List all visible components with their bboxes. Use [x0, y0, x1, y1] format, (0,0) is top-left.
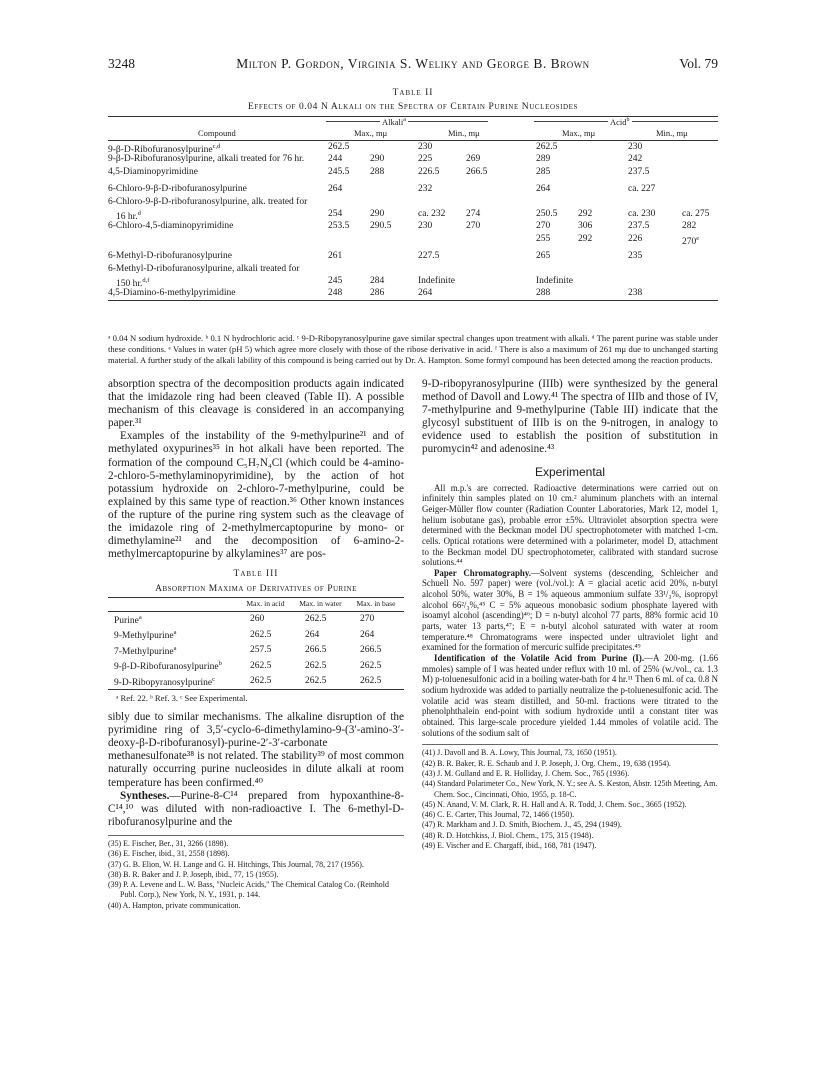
table2-cell: 225: [418, 154, 433, 165]
col-alkali-min: Min., mμ: [448, 128, 480, 138]
table2: [108, 116, 718, 301]
table2-cell: 285: [536, 166, 551, 177]
table2-row: [108, 208, 718, 223]
col-acid-min: Min., mμ: [656, 128, 688, 138]
table2-compound-note: c,d: [212, 143, 221, 150]
table3-caption: Absorption Maxima of Derivatives of Purine: [155, 584, 357, 595]
table2-cell: 255: [536, 233, 551, 244]
table2-cell: ca. 232: [418, 208, 446, 219]
table2-cell: 226.5: [418, 166, 440, 177]
paragraph: [422, 653, 718, 738]
reference-entry: (41) J. Davoll and B. A. Lowy, This Journal, 73, 1650 (1951).: [422, 748, 617, 758]
experimental-heading: Experimental: [534, 464, 606, 479]
volume-label: Vol. 79: [679, 56, 718, 71]
table3-cell: 266.5: [305, 645, 327, 656]
reference-entry: (49) E. Vischer and E. Chargaff, ibid., 168, 781 (1947).: [422, 840, 597, 850]
table2-compound: 6-Chloro-9-β-D-ribofuranosylpurine: [108, 184, 247, 195]
table2-cell: 232: [418, 184, 433, 195]
table3-cell: 257.5: [250, 645, 272, 656]
reference-entry: (43) J. M. Gulland and E. R. Holliday, J. Chem. Soc., 765 (1936).: [422, 768, 630, 778]
table2-title: Table II: [392, 88, 434, 98]
reference-entry: (44) Standard Polarimeter Co., New York, N. Y.; see A. S. Keston, Abstr. 125th Meeting, Am. Chem. Soc., Cincinnati, Ohio, 1955, p. 18-C.: [422, 779, 718, 799]
table2-cell: 237.5: [628, 166, 650, 177]
table2-cell: 242: [628, 154, 643, 165]
table3-cell: 262.5: [305, 614, 327, 625]
table3-compound-note: b: [218, 660, 222, 668]
table3-footnotes: ᵃ Ref. 22. ᵇ Ref. 3. ᶜ See Experimental.: [116, 693, 248, 704]
table3-col-base: Max. in base: [348, 598, 404, 612]
right-column: [422, 378, 718, 851]
table2-cell: 248: [328, 288, 343, 299]
table2-cell: 245.5: [328, 166, 350, 177]
table3-compound-cell: [108, 658, 238, 673]
table3-title: Table III: [233, 569, 279, 580]
table3-compound: Purine: [114, 615, 139, 626]
table2-compound: 6-Chloro-4,5-diaminopyrimidine: [108, 221, 234, 232]
table2-cell: 262.5: [328, 142, 350, 152]
table2-cell: 270e: [682, 234, 700, 247]
table2-row: [108, 250, 718, 262]
table2-cell: 270: [536, 221, 551, 232]
table3-compound-note: c: [212, 675, 216, 683]
table2-cell: Indefinite: [418, 275, 455, 286]
table3-cell: 262.5: [348, 674, 404, 690]
table3-cell: 260: [250, 614, 265, 625]
table3-compound-cell: [108, 627, 238, 642]
table2-compound: 6-Chloro-9-β-D-ribofuranosylpurine, alk. treated for: [108, 196, 308, 207]
table3-col-empty: [108, 598, 238, 612]
paragraph: absorption spectra of the decomposition products again indicated that the imidazole ring had been cleaved (Table II). A possible mechanism of this cleavage is considered in an accompanying paper.³¹: [108, 378, 404, 430]
table3-cell: 262.5: [250, 629, 272, 640]
table3-row: [108, 627, 404, 642]
table2-cell: 264: [536, 184, 551, 195]
table3-col-acid: Max. in acid: [238, 598, 293, 612]
col-compound: Compound: [198, 128, 236, 138]
table2-compound-note: d,f: [142, 276, 150, 284]
table3: [108, 597, 404, 690]
table2-cell: 226: [628, 233, 643, 244]
table2-compound: 9-β-D-Ribofuranosylpurine, alkali treated for 76 hr.: [108, 154, 305, 165]
right-references: [422, 744, 718, 851]
paragraph: 9-D-ribopyranosylpurine (IIIb) were synthesized by the general method of Davoll and Lowy.⁴¹ The spectra of IIIb and those of IV, 7-methylpurine and 9-methylpurine (Table III) indicate that the glycosyl substituent of IIIb is on the 9-nitrogen, in analogy to evidence used to establish the position of substitution in puromycin⁴² and adenosine.⁴³: [422, 378, 718, 456]
reference-entry: (47) R. Markham and J. D. Smith, Biochem. J., 45, 294 (1949).: [422, 820, 622, 830]
table2-cell: 290: [370, 154, 385, 165]
paragraph: Examples of the instability of the 9-methylpurine²¹ and of methylated oxypurines³⁵ in hot alkali have been reported. The formation of the compound C₅H₇N₄Cl (which could be 4-amino-2-chloro-5-methylaminopyrimidine), by the action of hot potassium hydroxide on 2-chloro-7-methylpurine, could be explained by this same type of reaction.³⁶ Other known instances of the rupture of the purine ring system such as the cleavage of the imidazole ring of 2-methylmercaptopurine by mono- or dimethylamine²¹ and the decomposition of 6-amino-2-methylmercaptopurine by alkylamines³⁷ are pos-: [108, 430, 404, 561]
reference-entry: (46) C. E. Carter, This Journal, 72, 1466 (1950).: [422, 810, 575, 820]
table2-cell: 250.5: [536, 208, 558, 219]
table3-cell: 262.5: [360, 660, 382, 671]
table2-cell: 290.5: [370, 221, 392, 232]
running-header: [108, 56, 718, 74]
table2-cell: 261: [328, 251, 343, 262]
table2-compound: 16 hr.$^d$: [116, 209, 141, 223]
table2-cell: 244: [328, 154, 343, 165]
table2-compound: 6-Methyl-D-ribofuranosylpurine: [108, 251, 232, 262]
table3-header-row: [108, 598, 404, 612]
reference-entry: (38) B. R. Baker and J. P. Joseph, ibid., 77, 15 (1955).: [108, 869, 279, 879]
table3-col-water: Max. in water: [293, 598, 348, 612]
table2-cell: 274: [466, 208, 481, 219]
reference-entry: (48) R. D. Hotchkiss, J. Biol. Chem., 175, 315 (1948).: [422, 830, 594, 840]
table3-compound-cell: [108, 674, 238, 690]
table2-cell: 289: [536, 154, 551, 165]
table3-compound: 7-Methylpurine: [114, 646, 174, 657]
paragraph: All m.p.'s are corrected. Radioactive determinations were carried out on infinitely thin samples plated on 10 cm.² aluminum planchets with an internal Geiger-Müller flow counter (Radiation Counter Laboratories, Mark 12, model 1, helium isobutane gas), probable error ±5%. Ultraviolet absorption spectra were determined with the Beckman model DU spectrophotometer with matched 1-cm. cells. Optical rotations were determined with a polarimeter, model D, attachment to the Beckman model DU spectrophotometer, calibrated with standard sucrose solutions.⁴⁴: [422, 482, 718, 568]
table2-row: [108, 196, 718, 208]
paragraph-text: —Purine-8-C¹⁴ prepared from hypoxanthine-8-C¹⁴,¹⁰ was diluted with non-radioactive I. The 6-methyl-D-ribofuranosylpurine and the: [108, 789, 404, 828]
table2-row: [108, 233, 718, 245]
reference-entry: (37) G. B. Elion, W. H. Lange and G. H. Hitchings, This Journal, 78, 217 (1956).: [108, 859, 364, 869]
table3-row: [108, 611, 404, 627]
table3-compound-cell: [108, 643, 238, 658]
running-authors: Milton P. Gordon, Virginia S. Weliky and George B. Brown: [236, 56, 590, 71]
table2-cell: 306: [578, 221, 593, 232]
table3-compound: 9-β-D-Ribofuranosylpurine: [114, 662, 219, 673]
table2-cell: 269: [466, 154, 481, 165]
table2-body: [108, 141, 718, 300]
table3-compound-note: a: [173, 644, 177, 652]
table2-cell: ca. 230: [628, 208, 656, 219]
table2-row: [108, 183, 718, 195]
table2-row: [108, 263, 718, 275]
table2-cell: 230: [418, 142, 433, 152]
table3-row: [108, 643, 404, 658]
table3-cell: 266.5: [360, 645, 382, 656]
table2-caption: Effects of 0.04 N Alkali on the Spectra of Certain Purine Nucleosides: [247, 102, 579, 112]
reference-entry: (36) E. Fischer, ibid., 31, 2558 (1898).: [108, 849, 230, 859]
table2-cell: 262.5: [536, 142, 558, 152]
reference-entry: (42) B. R. Baker, R. E. Schaub and J. P. Joseph, J. Org. Chem., 19, 638 (1954).: [422, 758, 671, 768]
table3-compound-cell: [108, 611, 238, 627]
paragraph-text: —A 200-mg. (1.66 mmoles) sample of I was heated under reflux with 10 ml. of 25% (w./vol., ca. 1.3 M) p-toluenesulfonic acid in a boiling water-bath for 4 hr.¹¹ Then 6 ml. of ca. 0.8 N sodium hydroxide was added to partially neutralize the p-toluenesulfonic acid. The volatile acid was steam distilled, and 50-ml. fractions were titrated to the phenolphthalein end-point with sodium hydroxide until a constant titer was obtained. This large-scale procedure yielded 1.44 mmoles of volatile acid. The solutions of the sodium salt of: [422, 653, 719, 738]
table3-cell: 264: [305, 629, 320, 640]
group-alkali-mark: a: [403, 117, 406, 124]
table2-compound: 4,5-Diaminopyrimidine: [108, 166, 198, 177]
table2-group-header: [108, 117, 718, 128]
table2-compound-note: d: [137, 209, 141, 217]
reference-entry: (35) E. Fischer, Ber., 31, 3266 (1898).: [108, 838, 229, 848]
table2-row: [108, 141, 718, 156]
table3-cell: 262.5: [238, 674, 293, 690]
table2-cell: 266.5: [466, 166, 488, 177]
group-acid-mark: b: [626, 117, 630, 124]
reference-entry: (45) N. Anand, V. M. Clark, R. H. Hall and A. R. Todd, J. Chem. Soc., 3665 (1952).: [422, 799, 687, 809]
table2-row: [108, 287, 718, 299]
table2-cell: 254: [328, 208, 343, 219]
table3-cell: 270: [360, 614, 375, 625]
table2-cell: 227.5: [418, 251, 440, 262]
paragraph-text: —Solvent systems (descending, Schleicher and Schuell No. 597 paper) were (vol./vol.): A = glacial acetic acid 20%, n-butyl alcohol 50%, water 30%, B = 1% aqueous ammonium sulfate 33¹/₃%, isopropyl alcohol 66²/₃%,⁴⁵ C = 5% aqueous monobasic sodium phosphate layered with isoamyl alcohol (ascending)⁴⁶; D = n-butyl alcohol 77 parts, 88% formic acid 10 parts, water 13 parts,⁴⁷; E = n-butyl alcohol saturated with water at room temperature.⁴⁸ Chromatograms were inspected under ultraviolet light and examined for the formation of mercuric sulfide precipitates.⁴⁹: [422, 567, 718, 653]
col-alkali-max: Max., mμ: [354, 128, 388, 138]
left-references: [108, 835, 404, 911]
paragraph: sibly due to similar mechanisms. The alkaline disruption of the pyrimidine ring of 3,5′-cyclo-6-dimethylamino-9-(3′-amino-3′-deoxy-β-D-ribofuranosyl)-purine-2′-3′-carbonate methanesulfonate³⁸ is not related. The stability³⁹ of most common naturally occurring purine nucleosides in dilute alkali at room temperature has been confirmed.⁴⁰: [108, 711, 404, 789]
col-acid-max: Max., mμ: [562, 128, 596, 138]
table3-compound: 9-Methylpurine: [114, 631, 174, 642]
table3-cell: 262.5: [305, 660, 327, 671]
group-alkali: Alkali: [382, 117, 404, 127]
table2-footnotes: ᵃ 0.04 N sodium hydroxide. ᵇ 0.1 N hydrochloric acid. ᶜ 9-D-Ribopyranosylpurine gave similar spectral changes upon treatment with alkali. ᵈ The parent purine was stable under these conditions. ᵉ Values in water (pH 5) which agree more closely with those of the ribose derivative in acid. ᶠ There is also a maximum of 261 mμ due to unchanged starting material. A further study of the alkali lability of this compound is being carried out by Dr. A. Hampton. Some formyl compound has been detected among the reaction products.: [108, 333, 718, 365]
table2-cell: 253.5: [328, 221, 350, 232]
table2-cell-note: e: [696, 234, 700, 242]
table2-cell: 270: [466, 221, 481, 232]
table3-compound-note: a: [173, 629, 177, 637]
reference-entry: (39) P. A. Levene and L. W. Bass, "Nucleic Acids," The Chemical Catalog Co. (Reinhold Publ. Corp.), New York, N. Y., 1931, p. 144.: [108, 880, 389, 900]
table2-compound: 150 hr.$^{d,f}$: [116, 276, 150, 290]
table2-cell: Indefinite: [536, 275, 573, 286]
table2-cell: 292: [578, 233, 593, 244]
table3-row: [108, 674, 404, 690]
table3-row: [108, 658, 404, 673]
table2-cell: 282: [682, 221, 697, 232]
table2-compound: 9-β-D-Ribofuranosylpurine$^{c,d}$: [108, 143, 221, 156]
table2-cell: 245: [328, 275, 343, 286]
run-in-heading: Paper Chromatography.: [434, 567, 532, 578]
page-number: 3248: [108, 56, 135, 71]
group-acid: Acid: [610, 117, 627, 127]
left-column: [108, 378, 404, 911]
table2-cell: 238: [628, 288, 643, 299]
table2-cell: 230: [418, 221, 433, 232]
table2-row: [108, 166, 718, 178]
table2-cell: 265: [536, 251, 551, 262]
section-run-in-heading: Syntheses.: [120, 789, 170, 802]
table3-body: [108, 611, 404, 689]
table2-row: [108, 275, 718, 290]
table2-cell: 264: [418, 288, 433, 299]
table3-compound-note: a: [138, 613, 142, 621]
table2-cell: 264: [328, 184, 343, 195]
table3-cell: 262.5: [293, 674, 348, 690]
table2-cell: ca. 227: [628, 184, 656, 195]
table2-cell: 235: [628, 251, 643, 262]
table2-row: [108, 220, 718, 232]
table2-cell: 288: [536, 288, 551, 299]
table2-compound: 4,5-Diamino-6-methylpyrimidine: [108, 288, 236, 299]
table3-cell: 264: [360, 629, 375, 640]
table2-cell: 284: [370, 275, 385, 286]
table2-cell: 290: [370, 208, 385, 219]
table2-cell: ca. 275: [682, 208, 710, 219]
table2-cell: 286: [370, 288, 385, 299]
paragraph: [108, 790, 404, 829]
table2-bottom-rule: [108, 300, 718, 301]
table2-column-header: [108, 128, 718, 140]
table2-compound: 6-Methyl-D-ribofuranosylpurine, alkali treated for: [108, 263, 300, 274]
paragraph: [422, 568, 718, 653]
table3-compound: 9-D-Ribopyranosylpurine: [114, 677, 213, 688]
table2-cell: 230: [628, 142, 643, 152]
table2-cell: 237.5: [628, 221, 650, 232]
table3-cell: 262.5: [250, 660, 272, 671]
table2-cell: 292: [578, 208, 593, 219]
table2-row: [108, 153, 718, 165]
reference-entry: (40) A. Hampton, private communication.: [108, 900, 241, 910]
run-in-heading: Identification of the Volatile Acid from Purine (I).: [434, 653, 645, 664]
table2-cell: 288: [370, 166, 385, 177]
